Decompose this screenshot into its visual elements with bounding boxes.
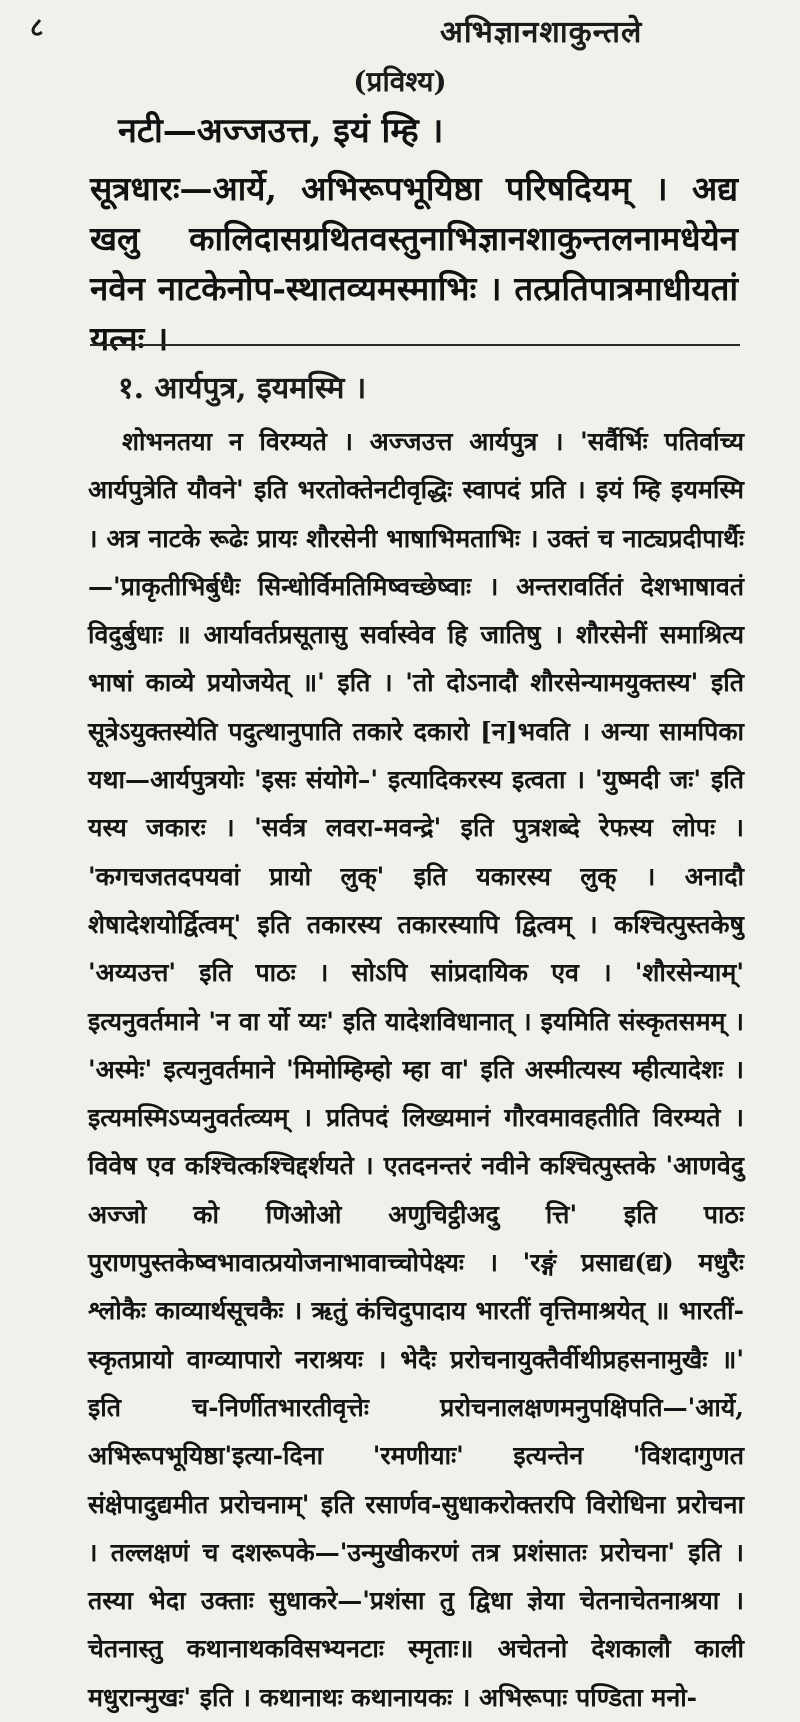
commentary-paragraph: शोभनतया न विरम्यते । अज्जउत्त आर्यपुत्र । 'सर्वैर्भिः पतिर्वाच्य आर्यपुत्रेति यौवने' इति भरतोक्तेनटीवृद्धिः स्वापदं प्रति । इयं म्हि इयमस्मि । अत्र नाटके रूढेः प्रायः शौरसेनी भाषाभिमताभिः । उक्तं च नाट्यप्रदीपार्थैः—'प्राकृतीभिर्बुधैः सिन्धोर्विमतिमिष्वच्छेष्वाः । अन्तरावर्तितं देशभाषावतं विदुर्बुधाः ॥ आर्यावर्तप्रसूतासु सर्वास्वेव हि जातिषु । शौरसेनीं समाश्रित्य भाषां काव्ये प्रयोजयेत् ॥' इति । 'तो दोऽनादौ शौरसेन्यामयुक्तस्य' इति सूत्रेऽयुक्तस्येति पदुत्थानुपाति तकारे दकारो [न]भवति । अन्या सामपिका यथा—आर्यपुत्रयोः 'इसः संयोगे–' इत्यादिकरस्य इत्वता । 'युष्मदी जः' इति यस्य जकारः । 'सर्वत्र लवरा-मवन्द्रे' इति पुत्रशब्दे रेफस्य लोपः । 'कगचजतदपयवां प्रायो लुक्' इति यकारस्य लुक् । अनादौ शेषादेशयोर्द्वित्वम्' इति तकारस्य तकारस्यापि द्वित्वम् । कश्चित्पुस्तकेषु 'अय्यउत्त' इति पाठः । सोऽपि सांप्रदायिक एव । 'शौरसेन्याम्' इत्यनुवर्तमाने 'न वा र्यो य्यः' इति यादेशविधानात् । इयमिति संस्कृतसमम् । 'अस्मेः' इत्यनुवर्तमाने 'मिमोम्हिम्हो म्हा वा' इति अस्मीत्यस्य म्हीत्यादेशः । इत्यमस्मिऽप्यनुवर्तत्व्यम् । प्रतिपदं लिख्यमानं गौरवमावहतीति विरम्यते । विवेष एव कश्चित्कश्चिद्दर्शयते । एतदनन्तरं नवीने कश्चित्पुस्तके 'आणवेदु अज्जो को णिओओ अणुचिट्ठीअदु त्ति' इति पाठः पुराणपुस्तकेष्वभावात्प्रयोजनाभावाच्चोपेक्ष्यः । 'रङ्गं प्रसाद्य(द्य) मधुरैः श्लोकैः काव्यार्थसूचकैः । ऋतुं कंचिदुपादाय भारतीं वृत्तिमाश्रयेत् ॥ भारतीं-स्कृतप्रायो वाग्व्यापारो नराश्रयः । भेदैः प्ररोचनायुक्तैर्वीथीप्रहसनामुखैः ॥' इति च-निर्णीतभारतीवृत्तेः प्ररोचनालक्षणमनुपक्षिपति—'आर्ये, अभिरूपभूयिष्ठा'इत्या-दिना 'रमणीयाः' इत्यन्तेन 'विशदागुणत संक्षेपादुद्यमीत प्ररोचनाम्' इति रसार्णव-सुधाकरोक्तरपि विरोधिना प्ररोचना । तल्लक्षणं च दशरूपके—'उन्मुखीकरणं तत्र प्रशंसातः प्ररोचना' इति । तस्या भेदा उक्ताः सुधाकरे—'प्रशंसा तु द्विधा ज्ञेया चेतनाचेतनाश्रया । चेतनास्तु कथानाथकविसभ्यनटाः स्मृताः॥ अचेतनो देशकालौ काली मधुरान्मुखः' इति । कथानाथः कथानायकः । अभिरूपाः पण्डिता मनो-	[88, 427, 744, 1712]
gloss-heading: १. आर्यपुत्र, इयमस्मि ।	[118, 371, 367, 406]
nati-line: नटी—अज्जउत्त, इयं म्हि ।	[118, 111, 444, 151]
running-head: अभिज्ञानशाकुन्तले	[440, 15, 643, 50]
commentary-text	[88, 418, 744, 1722]
stage-direction: (प्रविश्य)	[353, 65, 447, 98]
page-number: ८	[30, 13, 44, 43]
sutradhara-speech: सूत्रधारः—आर्ये, अभिरूपभूयिष्ठा परिषदियम् । अद्य खलु कालिदासग्रथितवस्तुनाभिज्ञानशाकुन्तलनामधेयेन नवेन नाटकेनोप-स्थातव्यमस्माभिः । तत्प्रतिपात्रमाधीयतां यत्नः ।	[90, 169, 738, 358]
divider-rule	[90, 344, 740, 346]
